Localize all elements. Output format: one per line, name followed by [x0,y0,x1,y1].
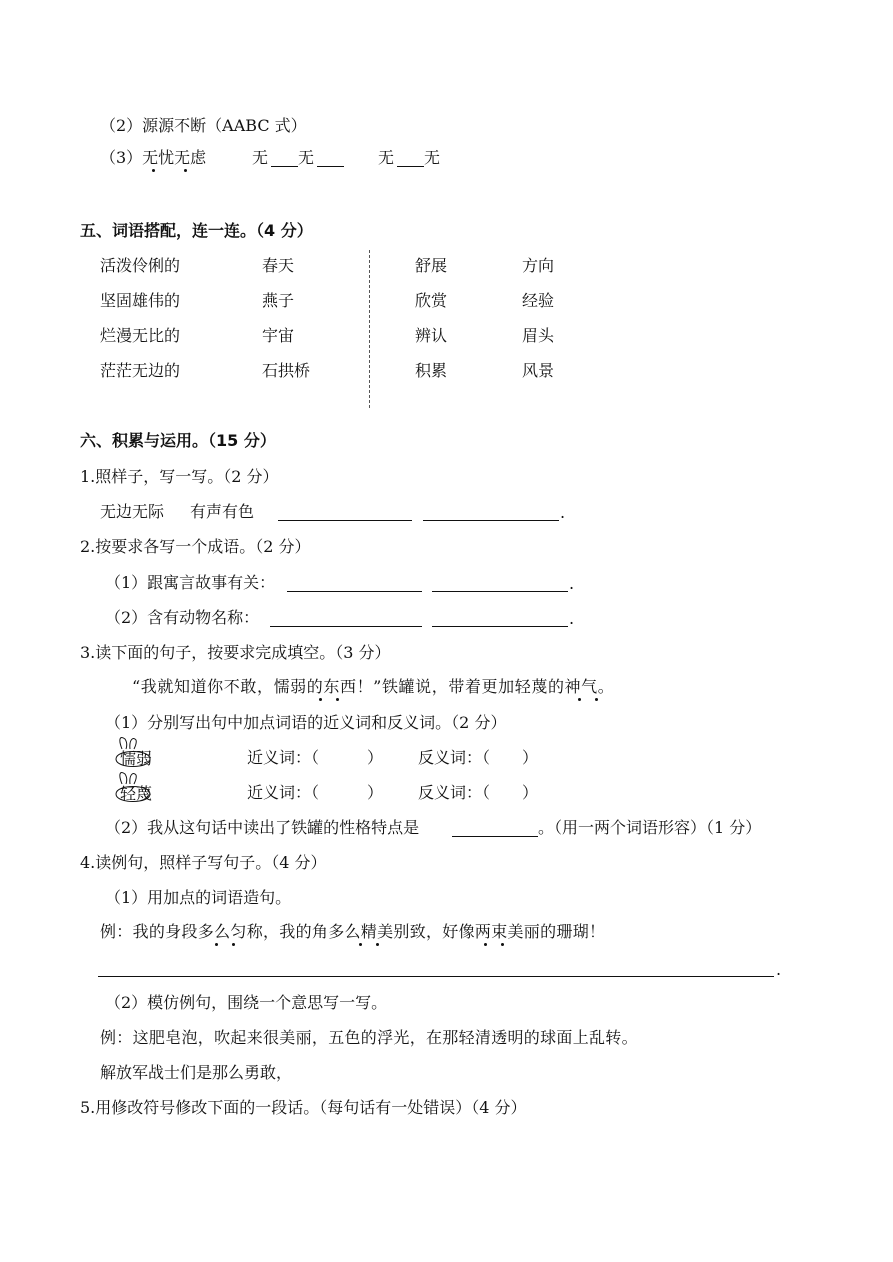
q6-1-example2: 有声有色 [190,502,255,521]
match-right-a: 积累 [415,361,448,380]
match-left-b: 宇宙 [262,326,295,345]
q4-item-3-label: （3）无忧无虑 [100,148,207,167]
match-right-a: 辨认 [415,326,448,345]
q6-2-title: 2.按要求各写一个成语。（2 分） [80,537,311,556]
q6-1-period: . [560,503,566,522]
q6-2-sub2: （2）含有动物名称： [105,608,260,627]
bunny-word-frame [108,735,158,775]
match-left-a: 活泼伶俐的 [100,256,181,275]
emphasis-dot [319,698,322,701]
q6-4-sub2: （2）模仿例句，围绕一个意思写一写。 [105,993,388,1012]
q6-3-sub2-b: 。（用一两个词语形容）（1 分） [538,818,762,837]
q6-4-example2: 例：这肥皂泡，吹起来很美丽，五色的浮光，在那轻清透明的球面上乱转。 [100,1028,638,1047]
section6-heading: 六、积累与运用。（15 分） [80,431,276,450]
answer-blank[interactable] [271,166,298,167]
q6-1-example1: 无边无际 [100,502,165,521]
q6-3-sub1: （1）分别写出句中加点词语的近义词和反义词。（2 分） [105,713,507,732]
match-right-a: 欣赏 [415,291,448,310]
q6-4-example1: 例：我的身段多么匀称，我的角多么精美别致，好像两束美丽的珊瑚！ [100,922,606,941]
emphasis-dot [336,698,339,701]
q6-3-title: 3.读下面的句子，按要求完成填空。（3 分） [80,643,391,662]
match-left-b: 春天 [262,256,295,275]
q6-5-title: 5.用修改符号修改下面的一段话。（每句话有一处错误）（4 分） [80,1098,527,1117]
emphasis-dot [501,943,504,946]
match-right-b: 方向 [522,256,555,275]
match-right-b: 风景 [522,361,555,380]
emphasis-dot [376,943,379,946]
match-left-a: 烂漫无比的 [100,326,181,345]
answer-blank[interactable] [432,626,568,627]
q4-pattern1-char2: 无 [298,148,315,167]
bunny-word-frame [108,770,158,810]
q6-2-period: . [569,574,575,593]
emphasis-dot [595,698,598,701]
match-left-a: 坚固雄伟的 [100,291,181,310]
q6-4-title: 4.读例句，照样子写句子。（4 分） [80,853,327,872]
emphasis-dot [152,169,155,172]
q6-2-period: . [569,609,575,628]
q6-3-antonym-1: 反义词：（ ） [418,748,539,767]
match-left-a: 茫茫无边的 [100,361,181,380]
q6-3-quote: “我就知道你不敢，懦弱的东西！”铁罐说，带着更加轻蔑的神气。 [132,677,615,696]
q6-4-sub1: （1）用加点的词语造句。 [105,888,292,907]
q4-pattern2-char2: 无 [424,148,441,167]
q6-1-title: 1.照样子，写一写。（2 分） [80,467,279,486]
q6-2-sub1: （1）跟寓言故事有关： [105,573,276,592]
match-right-b: 经验 [522,291,555,310]
q6-3-word2: 轻蔑 [120,784,153,803]
emphasis-dot [215,943,218,946]
emphasis-dot [484,943,487,946]
q6-4-prompt: 解放军战士们是那么勇敢， [100,1063,293,1082]
answer-blank[interactable] [452,836,538,837]
q4-pattern1-char1: 无 [252,148,269,167]
answer-blank[interactable] [287,591,422,592]
emphasis-dot [232,943,235,946]
match-left-b: 石拱桥 [262,361,311,380]
q6-3-synonym-2: 近义词：（ ） [247,783,384,802]
q6-3-antonym-2: 反义词：（ ） [418,783,539,802]
q4-pattern2-char1: 无 [378,148,395,167]
q6-3-synonym-1: 近义词：（ ） [247,748,384,767]
emphasis-dot [578,698,581,701]
answer-blank[interactable] [270,626,422,627]
answer-blank[interactable] [278,520,412,521]
emphasis-dot [184,169,187,172]
q6-3-sub2-a: （2）我从这句话中读出了铁罐的性格特点是 [105,818,420,837]
q6-4-period: . [776,960,782,979]
match-right-a: 舒展 [415,256,448,275]
emphasis-dot [359,943,362,946]
match-right-b: 眉头 [522,326,555,345]
answer-blank[interactable] [432,591,568,592]
answer-line[interactable] [98,976,774,977]
answer-blank[interactable] [397,166,424,167]
column-divider [369,250,370,408]
q4-item-2: （2）源源不断（AABC 式） [100,116,307,135]
q6-3-word1: 懦弱 [120,749,153,768]
match-left-b: 燕子 [262,291,295,310]
section5-heading: 五、词语搭配，连一连。（4 分） [80,221,313,240]
answer-blank[interactable] [423,520,559,521]
answer-blank[interactable] [317,166,344,167]
